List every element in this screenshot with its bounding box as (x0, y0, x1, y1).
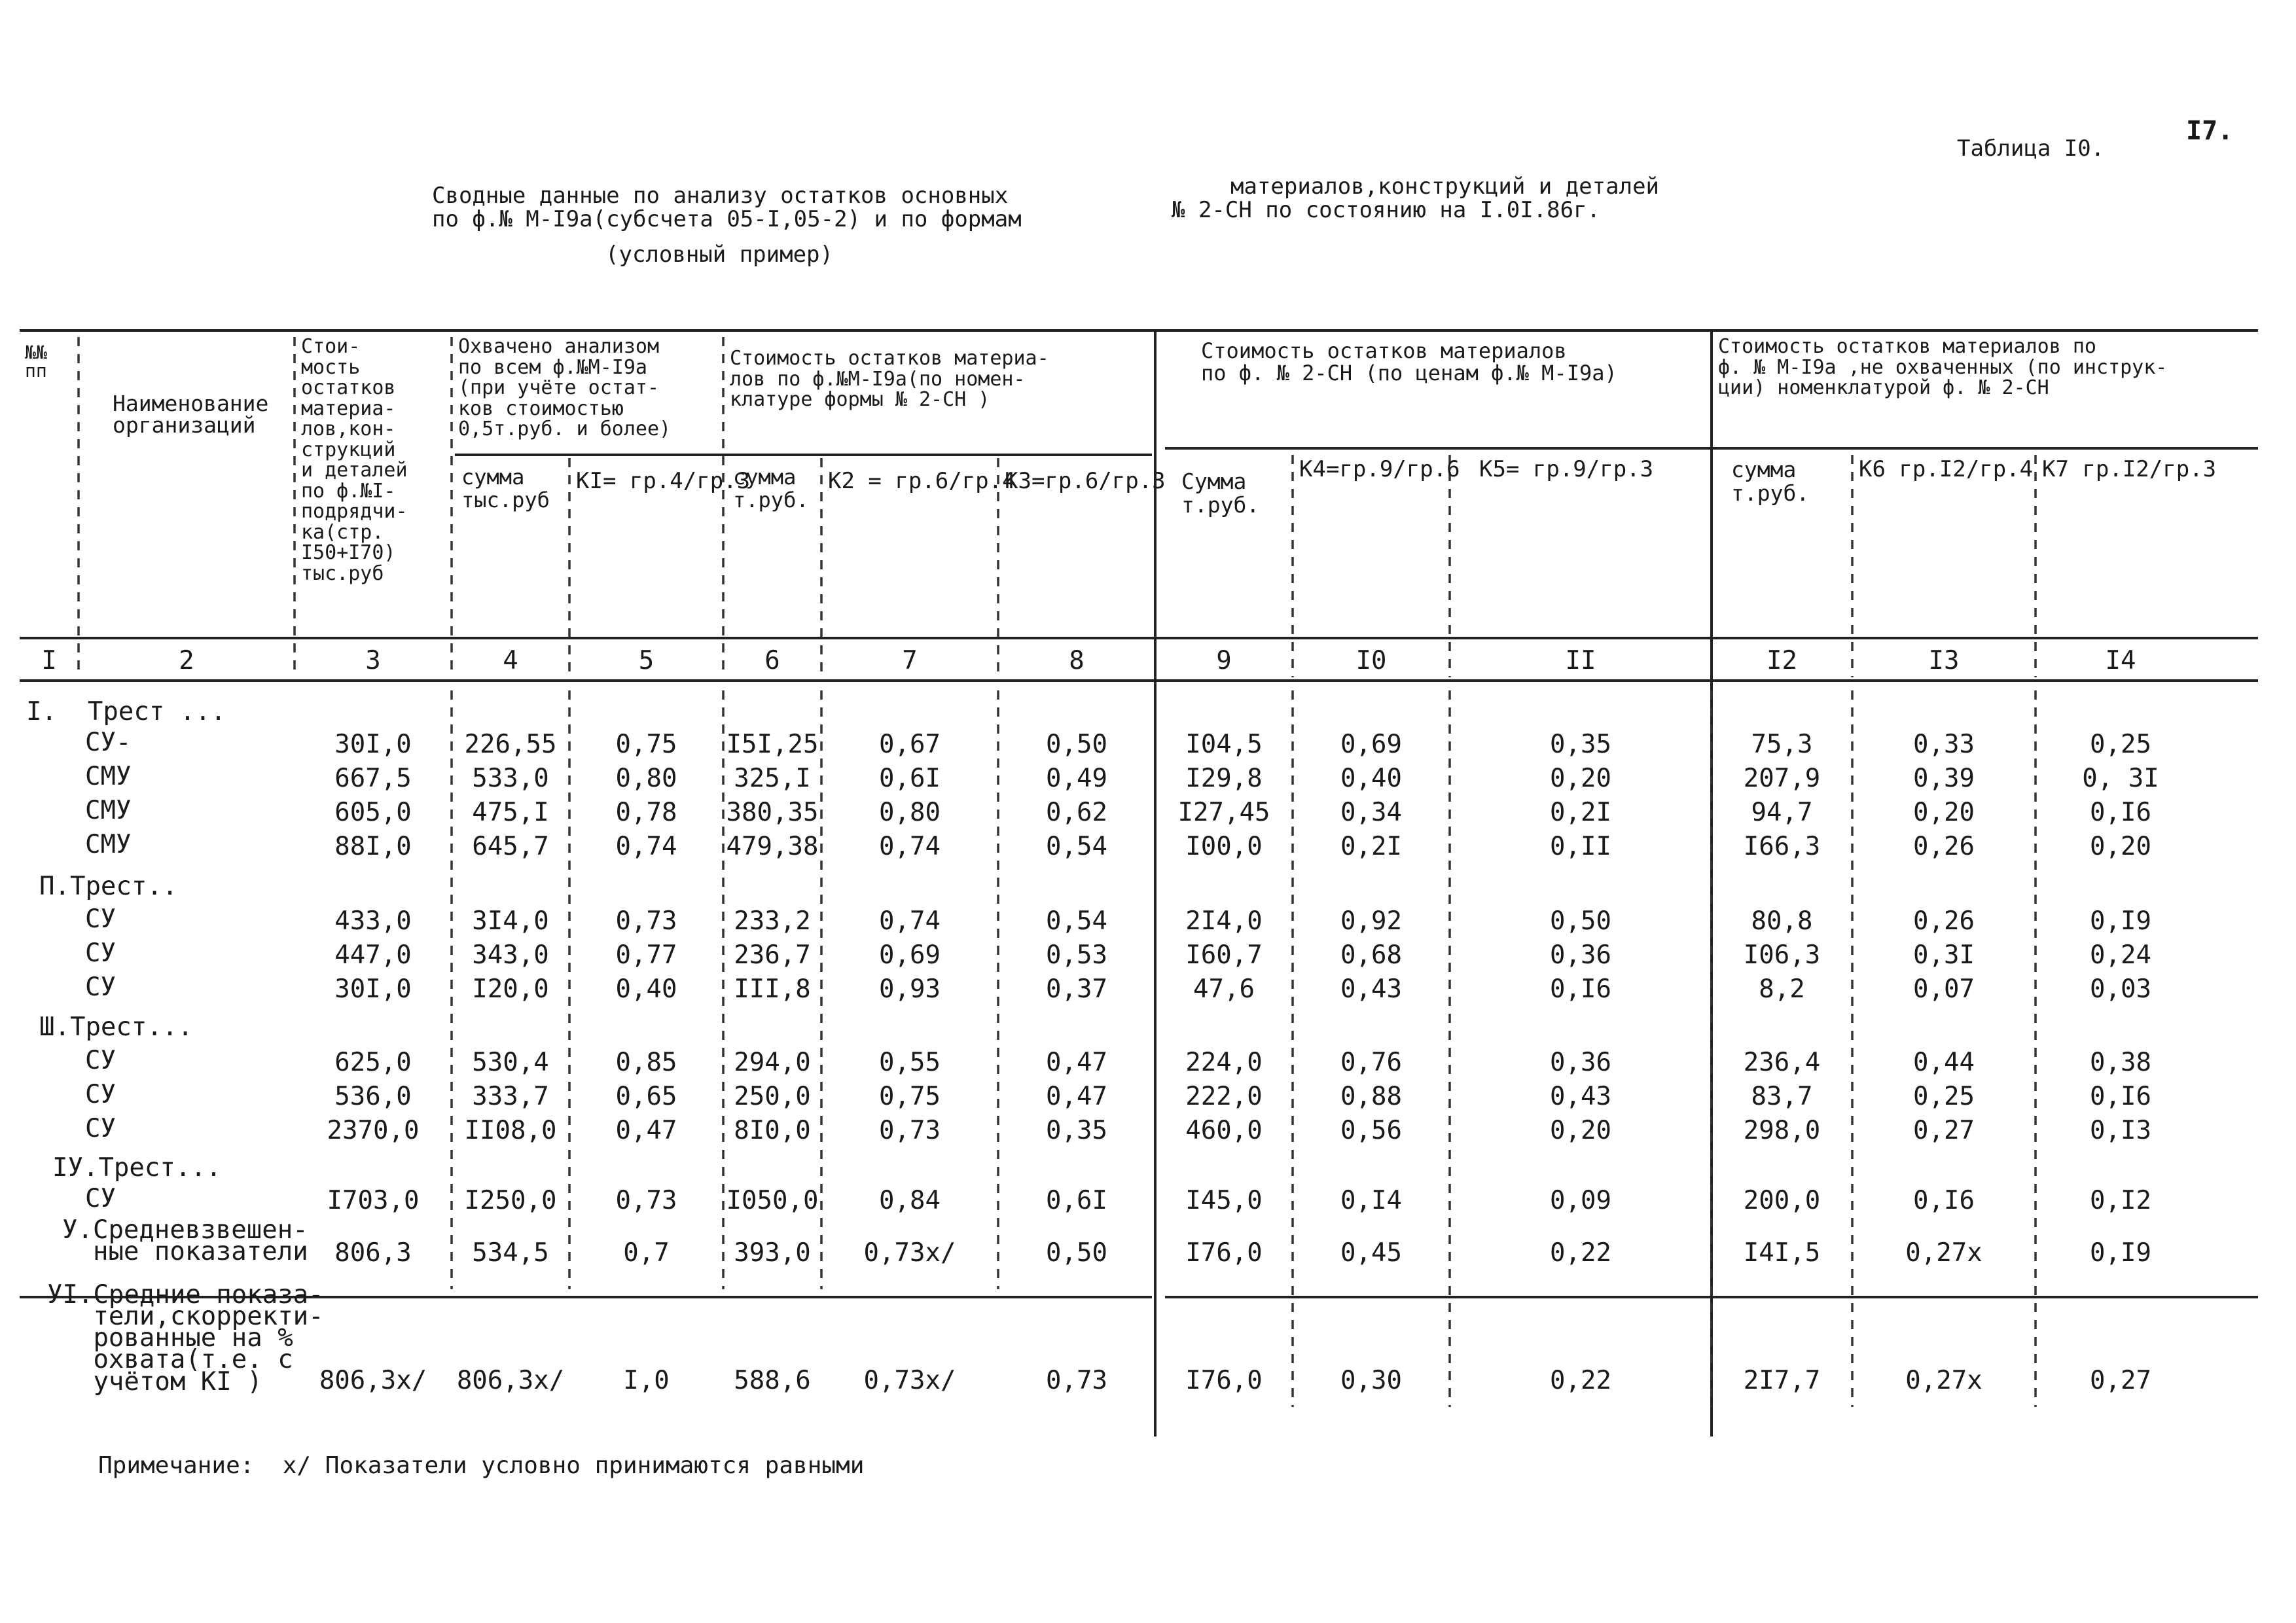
cell-col-13: 0,07 (1913, 974, 1975, 1004)
cell-col-5: 0,77 (615, 940, 677, 970)
cell-col-6: III,8 (734, 974, 811, 1004)
row-name: СУ (85, 1080, 116, 1109)
cell-col-7: 0,80 (879, 798, 941, 827)
cell-col-11: 0,43 (1550, 1082, 1611, 1111)
cell-col-7: 0,69 (879, 940, 941, 970)
cell-col-11: 0,50 (1550, 906, 1611, 936)
cell-col-6: 325,I (734, 764, 811, 793)
cell-col-3: 667,5 (334, 764, 412, 793)
cell-col-8: 0,37 (1046, 974, 1107, 1004)
cell-col-13: 0,44 (1913, 1048, 1975, 1077)
cell-col-5: 0,65 (615, 1082, 677, 1111)
cell-col-4: 534,5 (472, 1238, 549, 1268)
cell-col-7: 0,73x/ (863, 1366, 956, 1395)
cell-col-14: 0,I6 (2090, 798, 2151, 827)
cell-col-10: 0,68 (1340, 940, 1402, 970)
cell-col-14: 0, 3I (2082, 764, 2159, 793)
cell-col-3: 605,0 (334, 798, 412, 827)
group-header-9-11: Стоимость остатков материалов по ф. № 2-СН (по ценам ф.№ М-I9а) (1201, 338, 1617, 385)
col-number-2: 2 (179, 646, 194, 675)
cell-col-7: 0,6I (879, 764, 941, 793)
cell-col-11: 0,36 (1550, 940, 1611, 970)
col-number-5: 5 (638, 646, 655, 675)
group-label-3: Ш.Трест... (39, 1012, 193, 1042)
cell-col-3: 536,0 (334, 1082, 412, 1111)
cell-col-5: 0,47 (615, 1116, 677, 1145)
cell-col-7: 0,74 (879, 906, 941, 936)
cell-col-13: 0,39 (1913, 764, 1975, 793)
cell-col-11: 0,20 (1550, 764, 1611, 793)
col-header-5: KI= гр.4/гр.3 (576, 468, 751, 494)
cell-col-5: 0,73 (615, 906, 677, 936)
cell-col-8: 0,54 (1046, 906, 1107, 936)
cell-col-10: 0,43 (1340, 974, 1402, 1004)
cell-col-5: 0,75 (615, 730, 677, 759)
cell-col-5: 0,74 (615, 832, 677, 861)
group-header-12-14: Стоимость остатков материалов по ф. № М-I9а ,не охваченных (по инструк- ции) номенклатурой ф. № 2-СН (1718, 335, 2168, 399)
cell-col-9: I45,0 (1185, 1186, 1263, 1215)
title-right-2: № 2-СН по состоянию на I.0I.86г. (1172, 197, 1601, 223)
col-header-3: Стои- мость остатков материа- лов,кон- струкций и деталей по ф.№I- подрядчи- ка(стр. I50+I70) тыс.руб (301, 335, 408, 585)
cell-col-13: 0,I6 (1913, 1186, 1975, 1215)
cell-col-12: 94,7 (1751, 798, 1813, 827)
cell-col-4: 475,I (472, 798, 549, 827)
col-header-4: сумма тыс.руб (461, 465, 550, 513)
cell-col-12: I4I,5 (1743, 1238, 1821, 1268)
cell-col-5: 0,73 (615, 1186, 677, 1215)
cell-col-7: 0,73x/ (863, 1238, 956, 1268)
cell-col-3: 447,0 (334, 940, 412, 970)
cell-col-6: 233,2 (734, 906, 811, 936)
col-header-8: K3=гр.6/гр.3 (1005, 468, 1166, 494)
cell-col-8: 0,54 (1046, 832, 1107, 861)
col-header-6: сумма т.руб. (733, 465, 809, 513)
cell-col-10: 0,34 (1340, 798, 1402, 827)
row-name: СУ (85, 1046, 116, 1075)
cell-col-9: 222,0 (1185, 1082, 1263, 1111)
row-name: СУ (85, 904, 116, 934)
cell-col-9: 47,6 (1193, 974, 1255, 1004)
col-header-13: K6 гр.I2/гр.4 (1859, 456, 2034, 482)
cell-col-14: 0,20 (2090, 832, 2151, 861)
group-header-2ch: Стоимость остатков материа- лов по ф.№М-I9а(по номен- клатуре формы № 2-СН ) (730, 347, 1049, 411)
cell-col-8: 0,62 (1046, 798, 1107, 827)
cell-col-11: 0,35 (1550, 730, 1611, 759)
cell-col-11: 0,2I (1550, 798, 1611, 827)
cell-col-13: 0,26 (1913, 832, 1975, 861)
cell-col-6: 393,0 (734, 1238, 811, 1268)
cell-col-11: 0,36 (1550, 1048, 1611, 1077)
cell-col-14: 0,I3 (2090, 1116, 2151, 1145)
group-label-4: IУ.Трест... (52, 1153, 222, 1183)
footnote: Примечание: x/ Показатели условно принимаются равными (98, 1452, 865, 1479)
cell-col-13: 0,25 (1913, 1082, 1975, 1111)
cell-col-8: 0,53 (1046, 940, 1107, 970)
cell-col-6: 8I0,0 (734, 1116, 811, 1145)
cell-col-8: 0,49 (1046, 764, 1107, 793)
cell-col-6: 236,7 (734, 940, 811, 970)
col-number-12: I2 (1767, 646, 1797, 675)
cell-col-9: 2I4,0 (1185, 906, 1263, 936)
cell-col-12: 2I7,7 (1743, 1366, 1821, 1395)
cell-col-3: I703,0 (327, 1186, 420, 1215)
col-number-11: II (1565, 646, 1596, 675)
cell-col-7: 0,73 (879, 1116, 941, 1145)
cell-col-3: 625,0 (334, 1048, 412, 1077)
cell-col-10: 0,69 (1340, 730, 1402, 759)
cell-col-14: 0,I2 (2090, 1186, 2151, 1215)
col-header-10: K4=гр.9/гр.6 (1299, 456, 1460, 482)
cell-col-8: 0,73 (1046, 1366, 1107, 1395)
cell-col-5: I,0 (623, 1366, 670, 1395)
cell-col-7: 0,67 (879, 730, 941, 759)
col-number-7: 7 (902, 646, 918, 675)
cell-col-14: 0,I9 (2090, 1238, 2151, 1268)
cell-col-12: 200,0 (1743, 1186, 1821, 1215)
col-number-1: I (41, 646, 57, 675)
cell-col-12: I66,3 (1743, 832, 1821, 861)
cell-col-4: 333,7 (472, 1082, 549, 1111)
cell-col-6: 250,0 (734, 1082, 811, 1111)
cell-col-12: 8,2 (1759, 974, 1805, 1004)
cell-col-5: 0,40 (615, 974, 677, 1004)
cell-col-10: 0,2I (1340, 832, 1402, 861)
col-number-14: I4 (2105, 646, 2136, 675)
cell-col-3: 30I,0 (334, 730, 412, 759)
cell-col-4: 645,7 (472, 832, 549, 861)
cell-col-5: 0,80 (615, 764, 677, 793)
group-header-covered: Охвачено анализом по всем ф.№М-I9а (при учёте остат- ков стоимостью 0,5т.руб. и более) (458, 335, 672, 440)
cell-col-14: 0,25 (2090, 730, 2151, 759)
cell-col-3: 30I,0 (334, 974, 412, 1004)
col-number-9: 9 (1216, 646, 1232, 675)
col-header-1: №№ пп (25, 342, 47, 382)
cell-col-4: 3I4,0 (472, 906, 549, 936)
cell-col-9: 460,0 (1185, 1116, 1263, 1145)
cell-col-6: I5I,25 (726, 730, 819, 759)
cell-col-8: 0,6I (1046, 1186, 1107, 1215)
col-header-12: сумма т.руб. (1731, 457, 1810, 507)
cell-col-12: 75,3 (1751, 730, 1813, 759)
cell-col-10: 0,56 (1340, 1116, 1402, 1145)
title-right-1: материалов,конструкций и деталей (1230, 173, 1660, 200)
row-name: СУ- (85, 728, 132, 757)
cell-col-9: I60,7 (1185, 940, 1263, 970)
group-label-1: I. Трест ... (26, 697, 226, 726)
cell-col-8: 0,47 (1046, 1082, 1107, 1111)
col-number-4: 4 (503, 646, 518, 675)
cell-col-9: I27,45 (1177, 798, 1270, 827)
cell-col-7: 0,55 (879, 1048, 941, 1077)
row-name: СУ (85, 1114, 116, 1143)
cell-col-3: 806,3 (334, 1238, 412, 1268)
cell-col-6: 588,6 (734, 1366, 811, 1395)
cell-col-8: 0,50 (1046, 730, 1107, 759)
row-name: СМУ (85, 830, 132, 859)
cell-col-7: 0,84 (879, 1186, 941, 1215)
cell-col-12: 83,7 (1751, 1082, 1813, 1111)
cell-col-14: 0,24 (2090, 940, 2151, 970)
cell-col-4: 343,0 (472, 940, 549, 970)
row-name: СМУ (85, 796, 132, 825)
cell-col-4: II08,0 (464, 1116, 557, 1145)
cell-col-9: I76,0 (1185, 1238, 1263, 1268)
cell-col-13: 0,33 (1913, 730, 1975, 759)
cell-col-10: 0,I4 (1340, 1186, 1402, 1215)
cell-col-10: 0,76 (1340, 1048, 1402, 1077)
col-number-10: I0 (1355, 646, 1387, 675)
cell-col-5: 0,85 (615, 1048, 677, 1077)
cell-col-9: I29,8 (1185, 764, 1263, 793)
cell-col-8: 0,50 (1046, 1238, 1107, 1268)
row-name: УI.Средние показа- тели,скорректи- рованные на % охвата(т.е. с учётом KI ) (47, 1280, 324, 1397)
cell-col-10: 0,30 (1340, 1366, 1402, 1395)
cell-col-7: 0,75 (879, 1082, 941, 1111)
cell-col-3: 806,3x/ (319, 1366, 427, 1395)
row-name: СМУ (85, 762, 132, 791)
cell-col-3: 433,0 (334, 906, 412, 936)
cell-col-5: 0,7 (623, 1238, 670, 1268)
cell-col-13: 0,26 (1913, 906, 1975, 936)
cell-col-13: 0,27x (1905, 1366, 1982, 1395)
cell-col-4: 806,3x/ (456, 1366, 565, 1395)
title-line-2: по ф.№ М-I9а(субсчета 05-I,05-2) и по формам (432, 206, 1022, 232)
row-name: СУ (85, 1184, 116, 1213)
col-header-11: K5= гр.9/гр.3 (1479, 456, 1654, 482)
cell-col-13: 0,27 (1913, 1116, 1975, 1145)
cell-col-7: 0,93 (879, 974, 941, 1004)
cell-col-9: I76,0 (1185, 1366, 1263, 1395)
row-name: У.Средневзвешен- ные показатели (62, 1215, 308, 1267)
cell-col-14: 0,27 (2090, 1366, 2151, 1395)
cell-col-13: 0,20 (1913, 798, 1975, 827)
cell-col-13: 0,27x (1905, 1238, 1982, 1268)
group-label-2: П.Трест.. (39, 872, 178, 901)
title-line-1: Сводные данные по анализу остатков основных (432, 183, 1009, 209)
cell-col-10: 0,88 (1340, 1082, 1402, 1111)
cell-col-11: 0,I6 (1550, 974, 1611, 1004)
cell-col-9: I00,0 (1185, 832, 1263, 861)
table-number: Таблица I0. (1957, 135, 2105, 162)
cell-col-4: 533,0 (472, 764, 549, 793)
cell-col-11: 0,22 (1550, 1366, 1611, 1395)
cell-col-4: I20,0 (472, 974, 549, 1004)
cell-col-6: 380,35 (726, 798, 819, 827)
cell-col-6: 294,0 (734, 1048, 811, 1077)
page-number: I7. (2186, 116, 2234, 146)
col-number-3: 3 (365, 646, 381, 675)
cell-col-8: 0,47 (1046, 1048, 1107, 1077)
cell-col-8: 0,35 (1046, 1116, 1107, 1145)
cell-col-5: 0,78 (615, 798, 677, 827)
col-header-2: Наименование организаций (113, 391, 269, 438)
cell-col-9: I04,5 (1185, 730, 1263, 759)
cell-col-11: 0,22 (1550, 1238, 1611, 1268)
cell-col-11: 0,09 (1550, 1186, 1611, 1215)
cell-col-6: 479,38 (726, 832, 819, 861)
cell-col-12: 207,9 (1743, 764, 1821, 793)
cell-col-4: 226,55 (464, 730, 557, 759)
cell-col-3: 2370,0 (327, 1116, 420, 1145)
col-header-9: Сумма т.руб. (1181, 469, 1260, 518)
cell-col-4: I250,0 (464, 1186, 557, 1215)
title-line-3: (условный пример) (605, 241, 833, 268)
cell-col-10: 0,45 (1340, 1238, 1402, 1268)
cell-col-14: 0,I6 (2090, 1082, 2151, 1111)
cell-col-12: 80,8 (1751, 906, 1813, 936)
col-number-8: 8 (1069, 646, 1085, 675)
row-name: СУ (85, 972, 116, 1002)
cell-col-12: I06,3 (1743, 940, 1821, 970)
col-header-14: K7 гр.I2/гр.3 (2042, 456, 2217, 482)
cell-col-12: 236,4 (1743, 1048, 1821, 1077)
cell-col-7: 0,74 (879, 832, 941, 861)
cell-col-9: 224,0 (1185, 1048, 1263, 1077)
row-name: СУ (85, 938, 116, 968)
cell-col-13: 0,3I (1913, 940, 1975, 970)
cell-col-14: 0,03 (2090, 974, 2151, 1004)
cell-col-10: 0,40 (1340, 764, 1402, 793)
cell-col-6: I050,0 (726, 1186, 819, 1215)
cell-col-11: 0,II (1550, 832, 1611, 861)
cell-col-11: 0,20 (1550, 1116, 1611, 1145)
cell-col-4: 530,4 (472, 1048, 549, 1077)
col-header-7: K2 = гр.6/гр.4 (828, 468, 1016, 494)
cell-col-12: 298,0 (1743, 1116, 1821, 1145)
cell-col-3: 88I,0 (334, 832, 412, 861)
col-number-6: 6 (764, 646, 780, 675)
col-number-13: I3 (1928, 646, 1960, 675)
cell-col-14: 0,I9 (2090, 906, 2151, 936)
cell-col-10: 0,92 (1340, 906, 1402, 936)
cell-col-14: 0,38 (2090, 1048, 2151, 1077)
